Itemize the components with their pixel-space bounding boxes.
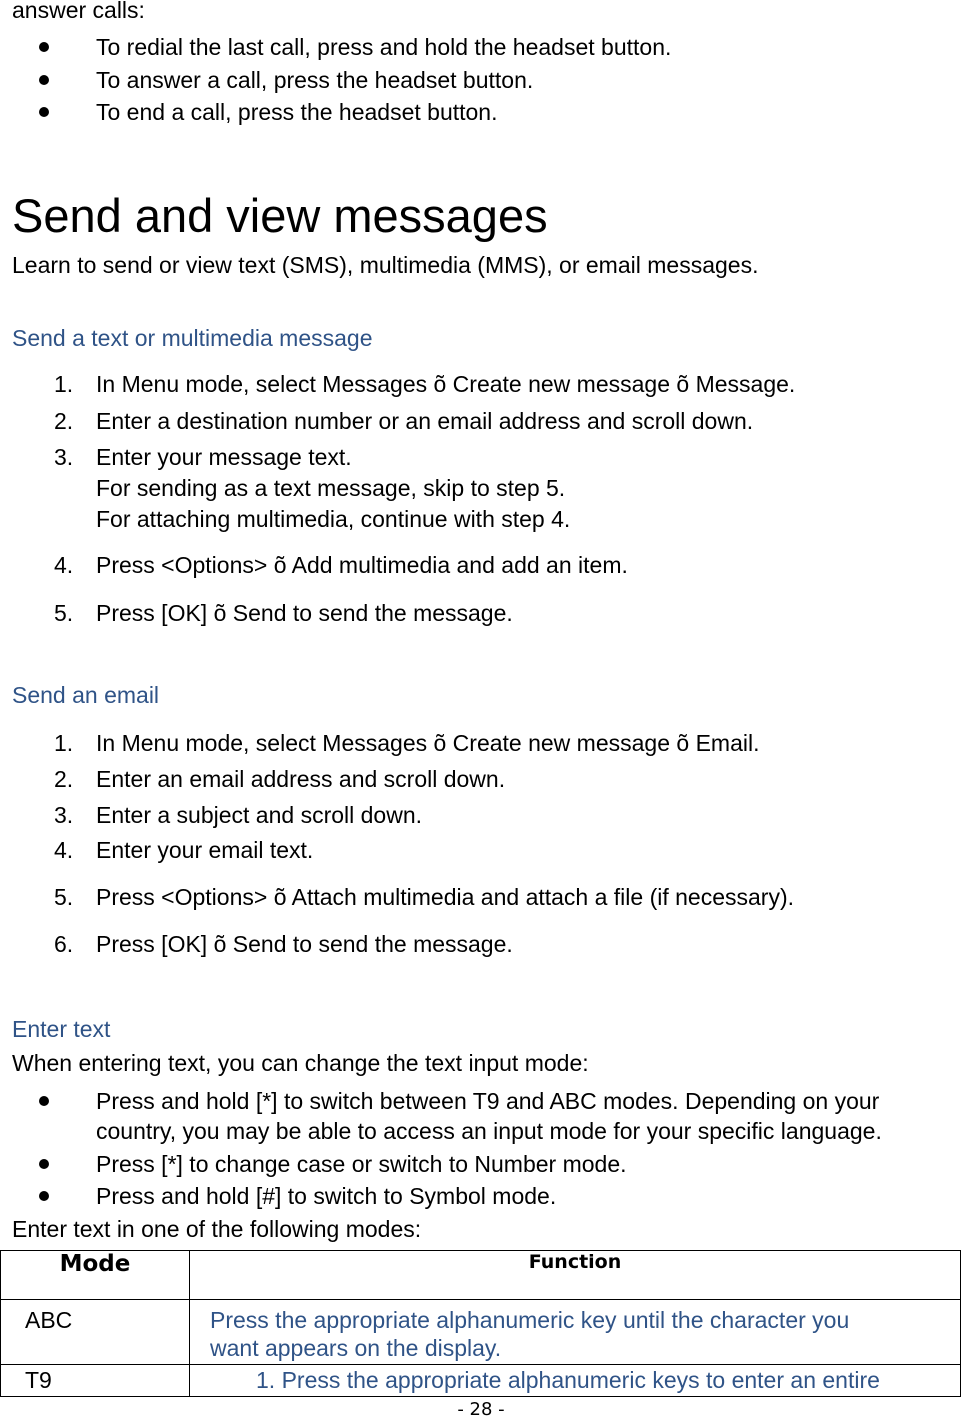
- bullet-icon: [39, 42, 49, 52]
- step-number: 1.: [54, 730, 74, 756]
- bullet-icon: [39, 1159, 49, 1169]
- table-row: [1, 1365, 961, 1397]
- send-email-step-5: Press <Options> õ Attach multimedia and attach a file (if necessary).: [96, 884, 795, 910]
- send-email-heading: Send an email: [12, 682, 160, 708]
- enter-text-lead: When entering text, you can change the text input mode:: [12, 1050, 589, 1076]
- bullet-icon: [39, 107, 49, 117]
- send-message-step-3-line-1: Enter your message text.: [96, 444, 352, 470]
- section-title: Send and view messages: [12, 189, 548, 242]
- function-line: Press the appropriate alphanumeric key until the character you: [210, 1307, 850, 1333]
- table-header-row: [1, 1251, 961, 1300]
- function-line: 1. Press the appropriate alphanumeric keys to enter an entire: [256, 1367, 880, 1393]
- intro-bullet-2: To answer a call, press the headset button.: [96, 67, 534, 93]
- intro-lead: answer calls:: [12, 0, 145, 23]
- send-message-step-1: In Menu mode, select Messages õ Create new message õ Message.: [96, 371, 796, 397]
- send-email-step-4: Enter your email text.: [96, 837, 314, 863]
- intro-bullet-3: To end a call, press the headset button.: [96, 99, 498, 125]
- send-message-heading: Send a text or multimedia message: [12, 325, 373, 351]
- send-message-step-4: Press <Options> õ Add multimedia and add an item.: [96, 552, 628, 578]
- step-number: 2.: [54, 766, 74, 792]
- enter-text-heading: Enter text: [12, 1016, 111, 1042]
- step-number: 5.: [54, 884, 74, 910]
- bullet-icon: [39, 1191, 49, 1201]
- table-header-function: Function: [190, 1251, 961, 1300]
- send-message-step-5: Press [OK] õ Send to send the message.: [96, 600, 513, 626]
- step-number: 4.: [54, 552, 74, 578]
- table-cell-function: [190, 1365, 961, 1397]
- step-number: 3.: [54, 802, 74, 828]
- table-cell-mode: ABC: [1, 1300, 190, 1365]
- send-email-step-2: Enter an email address and scroll down.: [96, 766, 506, 792]
- table-header-mode: Mode: [1, 1251, 190, 1300]
- step-number: 4.: [54, 837, 74, 863]
- modes-lead: Enter text in one of the following modes:: [12, 1216, 422, 1242]
- table-row: [1, 1300, 961, 1365]
- enter-text-bullet-3: Press and hold [#] to switch to Symbol mode.: [96, 1183, 557, 1209]
- send-message-step-3-line-3: For attaching multimedia, continue with step 4.: [96, 506, 571, 532]
- send-email-step-1: In Menu mode, select Messages õ Create new message õ Email.: [96, 730, 760, 756]
- send-email-step-3: Enter a subject and scroll down.: [96, 802, 423, 828]
- intro-bullet-1: To redial the last call, press and hold the headset button.: [96, 34, 672, 60]
- function-line: want appears on the display.: [210, 1335, 502, 1361]
- send-message-step-2: Enter a destination number or an email address and scroll down.: [96, 408, 754, 434]
- bullet-icon: [39, 1096, 49, 1106]
- step-number: 2.: [54, 408, 74, 434]
- table-cell-mode: T9: [1, 1365, 190, 1397]
- table-cell-function: [190, 1300, 961, 1365]
- step-number: 5.: [54, 600, 74, 626]
- step-number: 6.: [54, 931, 74, 957]
- send-email-step-6: Press [OK] õ Send to send the message.: [96, 931, 513, 957]
- enter-text-bullet-1-line-2: country, you may be able to access an input mode for your specific language.: [96, 1118, 882, 1144]
- page-number: - 28 -: [457, 1399, 505, 1420]
- step-number: 3.: [54, 444, 74, 470]
- bullet-icon: [39, 75, 49, 85]
- enter-text-bullet-2: Press [*] to change case or switch to Number mode.: [96, 1151, 627, 1177]
- section-description: Learn to send or view text (SMS), multimedia (MMS), or email messages.: [12, 252, 759, 278]
- step-number: 1.: [54, 371, 74, 397]
- send-message-step-3-line-2: For sending as a text message, skip to step 5.: [96, 475, 566, 501]
- modes-table: [0, 1250, 961, 1397]
- enter-text-bullet-1-line-1: Press and hold [*] to switch between T9 and ABC modes. Depending on your: [96, 1088, 880, 1114]
